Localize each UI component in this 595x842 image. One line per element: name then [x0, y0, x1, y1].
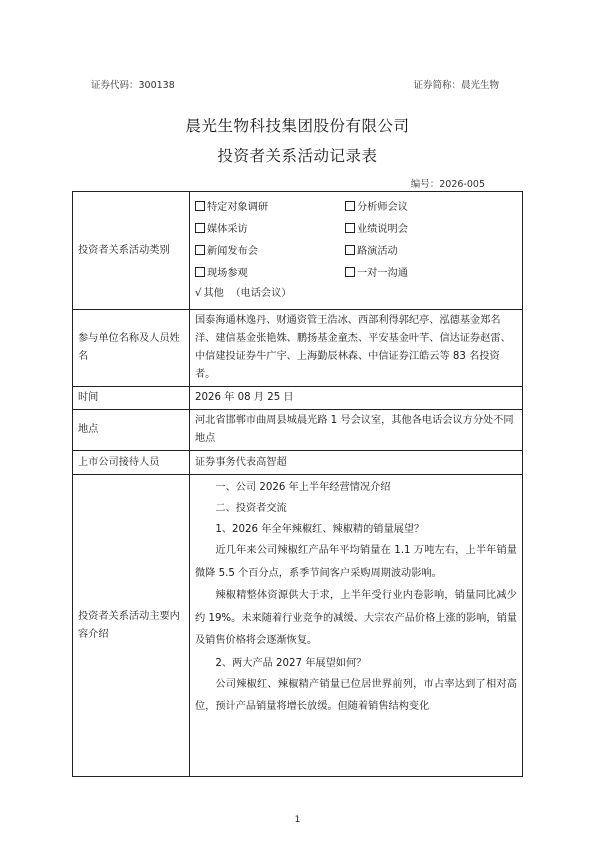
participants-value: 国泰海通林逸丹、财通资管王浩冰、西部利得郭纪亭、泓德基金郑名洋、建信基金张艳姝、鹏扬基金童杰、平安基金叶芊、信达证券赵雷、中信建投证券牛广宇、上海勤辰林森、中信证券江皓云等 83 名投资者。: [190, 310, 523, 387]
activity-type-options: [190, 192, 523, 310]
page-number: 1: [294, 815, 301, 825]
content-paragraph: 二、投资者交流: [215, 503, 287, 514]
option-specific-research: 特定对象调研: [195, 199, 345, 217]
row-activity-type: [73, 192, 523, 310]
option-analyst-meeting: 分析师会议: [345, 199, 495, 217]
row-time: [73, 387, 523, 410]
option-other: √ 其他 （电话会议）: [195, 288, 292, 299]
option-roadshow: 路演活动: [345, 243, 495, 261]
location-label: 地点: [73, 410, 190, 451]
content-paragraph: 近几年来公司辣椒红产品年平均销量在 1.1 万吨左右，上半年销量微降 5.5 个百分点，系季节间客户采购周期波动影响。: [195, 545, 517, 579]
row-content: [73, 475, 523, 777]
participants-label: 参与单位名称及人员姓名: [73, 310, 190, 387]
company-title: 晨光生物科技集团股份有限公司: [185, 117, 410, 135]
stock-name: 证券简称：晨光生物: [413, 80, 499, 91]
receptionist-value: 证券事务代表高智超: [190, 451, 523, 475]
row-receptionist: [73, 451, 523, 475]
checkbox-icon: [345, 245, 355, 255]
time-value: 2026 年 08 月 25 日: [190, 387, 523, 410]
checkbox-icon: [345, 223, 355, 233]
checkbox-icon: [195, 245, 205, 255]
content-body: [190, 475, 523, 777]
checkmark-icon: √: [195, 288, 202, 299]
document-title: 投资者关系活动记录表: [217, 147, 378, 165]
receptionist-label: 上市公司接待人员: [73, 451, 190, 475]
location-value: 河北省邯郸市曲周县城晨光路 1 号会议室，其他各电话会议方分处不同地点: [190, 410, 523, 451]
checkbox-icon: [345, 267, 355, 277]
content-paragraph: 2、两大产品 2027 年展望如何？: [215, 657, 367, 669]
checkbox-icon: [195, 223, 205, 233]
time-label: 时间: [73, 387, 190, 410]
content-paragraph: 1、2026 年全年辣椒红、辣椒精的销量展望？: [215, 524, 425, 535]
checkbox-icon: [345, 201, 355, 211]
checkbox-icon: [195, 201, 205, 211]
row-location: [73, 410, 523, 451]
content-paragraph: 一、公司 2026 年上半年经营情况介绍: [215, 482, 391, 493]
row-participants: [73, 310, 523, 387]
stock-code: 证券代码：300138: [91, 80, 175, 91]
option-site-visit: 现场参观: [195, 265, 345, 283]
content-paragraph: 公司辣椒红、辣椒精产销量已位居世界前列，市占率达到了相对高位，预计产品销量将增长放缓。但随着销售结构变化: [195, 678, 517, 712]
record-table: [72, 191, 523, 777]
content-label: 投资者关系活动主要内容介绍: [73, 475, 190, 777]
option-press-conference: 新闻发布会: [195, 243, 345, 261]
option-media-interview: 媒体采访: [195, 221, 345, 239]
document-number: 编号：2026-005: [410, 179, 485, 190]
content-paragraph: 辣椒精整体资源供大于求，上半年受行业内卷影响，销量同比减少约 19%。未来随着行业竞争的减缓、大宗农产品价格上涨的影响，销量及销售价格将会逐渐恢复。: [195, 590, 517, 646]
activity-type-label: 投资者关系活动类别: [73, 192, 190, 310]
option-earnings-briefing: 业绩说明会: [345, 221, 495, 239]
option-one-on-one: 一对一沟通: [345, 265, 495, 283]
checkbox-icon: [195, 267, 205, 277]
